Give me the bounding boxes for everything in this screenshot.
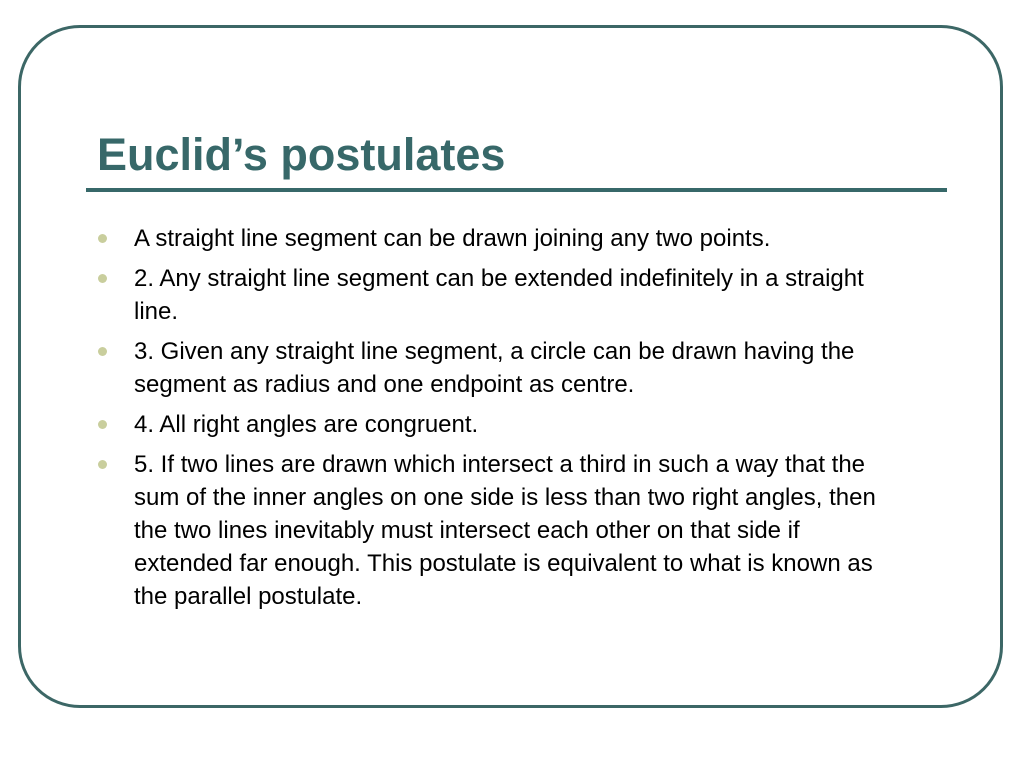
bullet-dot-icon: [98, 234, 107, 243]
bullet-item-3: [98, 335, 898, 401]
bullet-text: 2. Any straight line segment can be extended indefinitely in a straight line.: [134, 265, 864, 325]
bullet-text: 5. If two lines are drawn which intersect a third in such a way that the sum of the inner angles on one side is less than two right angles, then the two lines inevitably must intersect each other on that side if extended far enough. This postulate is equivalent to what is known as the parallel postulate.: [134, 451, 876, 610]
bullet-item-2: [98, 262, 898, 328]
bullet-dot-icon: [98, 274, 107, 283]
bullet-text: 3. Given any straight line segment, a circle can be drawn having the segment as radius and one endpoint as centre.: [134, 338, 855, 398]
bullet-dot-icon: [98, 347, 107, 356]
bullet-item-1: [98, 222, 898, 255]
bullet-list: [98, 222, 898, 620]
bullet-dot-icon: [98, 460, 107, 469]
title-underline: [86, 188, 947, 192]
bullet-dot-icon: [98, 420, 107, 429]
slide-title: Euclid’s postulates: [97, 129, 506, 180]
bullet-text: A straight line segment can be drawn joining any two points.: [134, 225, 771, 252]
bullet-text: 4. All right angles are congruent.: [134, 411, 479, 438]
bullet-item-4: [98, 408, 898, 441]
bullet-item-5: [98, 448, 898, 613]
